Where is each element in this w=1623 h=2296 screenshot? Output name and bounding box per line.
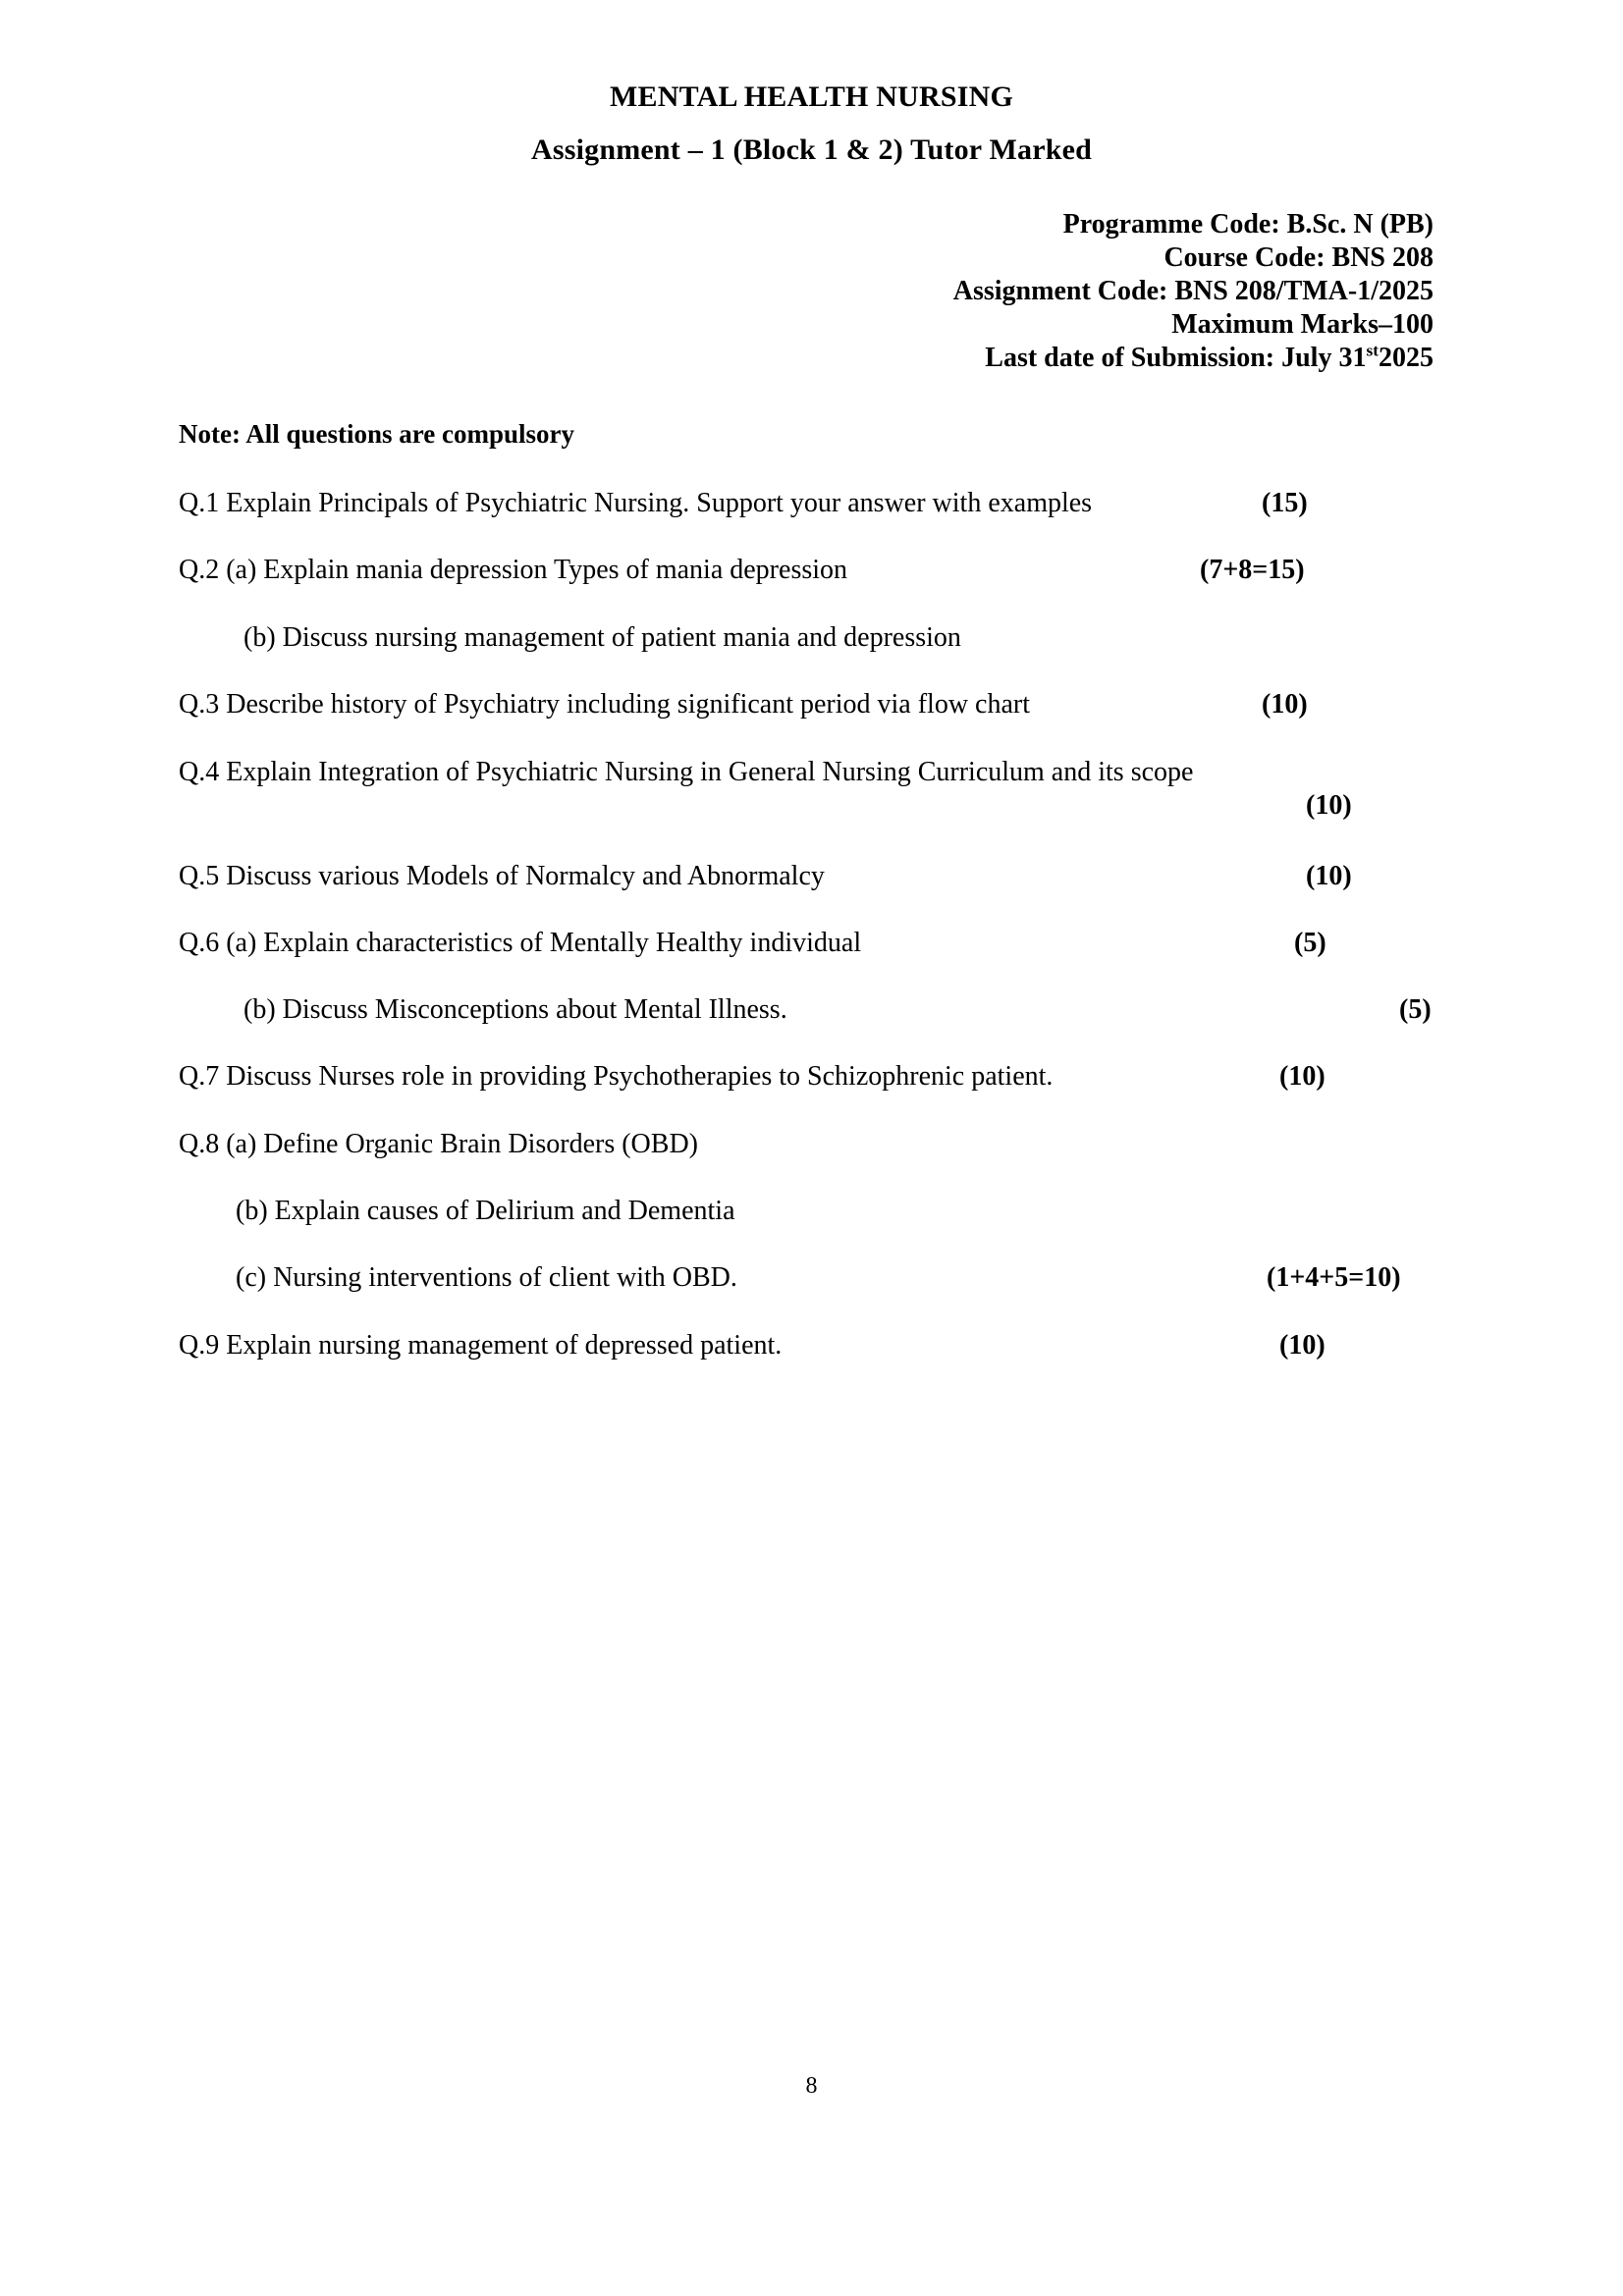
question-marks: (10) [1262,689,1308,720]
question-text: Q.7 Discuss Nurses role in providing Psychotherapies to Schizophrenic patient. [179,1061,1054,1092]
question-text: (b) Discuss Misconceptions about Mental Illness. [243,994,787,1025]
question-marks: (15) [1262,488,1308,518]
question-marks: (10) [1306,861,1352,891]
question-text: Q.9 Explain nursing management of depressed patient. [179,1330,783,1361]
last-date-ordinal-suffix: st [1366,341,1379,360]
question-marks: (7+8=15) [1200,555,1305,585]
question-marks: (1+4+5=10) [1267,1262,1401,1293]
question-text: (c) Nursing interventions of client with OBD. [236,1262,737,1293]
page-title: MENTAL HEALTH NURSING [610,80,1013,113]
assignment-subtitle: Assignment – 1 (Block 1 & 2) Tutor Marked [530,133,1092,166]
question-text: Q.1 Explain Principals of Psychiatric Nursing. Support your answer with examples [179,488,1093,518]
page-number: 8 [805,2073,818,2099]
last-date-year: 2025 [1379,343,1434,373]
assignment-metadata [953,208,1434,375]
question-text: (b) Explain causes of Delirium and Dementia [236,1196,735,1226]
question-marks: (10) [1279,1061,1325,1092]
question-text: (b) Discuss nursing management of patient mania and depression [243,622,961,653]
last-date-prefix: Last date of Submission: July 31 [985,343,1367,373]
question-text: Q.2 (a) Explain mania depression Types of mania depression [179,555,848,585]
question-marks: (10) [1306,790,1352,821]
programme-code: Programme Code: B.Sc. N (PB) [1062,209,1434,240]
question-marks: (5) [1399,994,1432,1025]
course-code: Course Code: BNS 208 [1163,242,1434,273]
question-text: Q.5 Discuss various Models of Normalcy and Abnormalcy [179,861,825,891]
maximum-marks: Maximum Marks–100 [1171,309,1434,340]
question-text: Q.3 Describe history of Psychiatry including significant period via flow chart [179,689,1031,720]
question-marks: (10) [1279,1330,1325,1361]
question-text: Q.6 (a) Explain characteristics of Mentally Healthy individual [179,928,862,958]
assignment-code: Assignment Code: BNS 208/TMA-1/2025 [952,276,1434,306]
question-text: Q.4 Explain Integration of Psychiatric Nursing in General Nursing Curriculum and its scope [179,757,1194,787]
question-text: Q.8 (a) Define Organic Brain Disorders (OBD) [179,1129,698,1159]
instructions-note: Note: All questions are compulsory [179,419,574,449]
last-date-of-submission [953,342,1434,375]
question-marks: (5) [1294,928,1326,958]
